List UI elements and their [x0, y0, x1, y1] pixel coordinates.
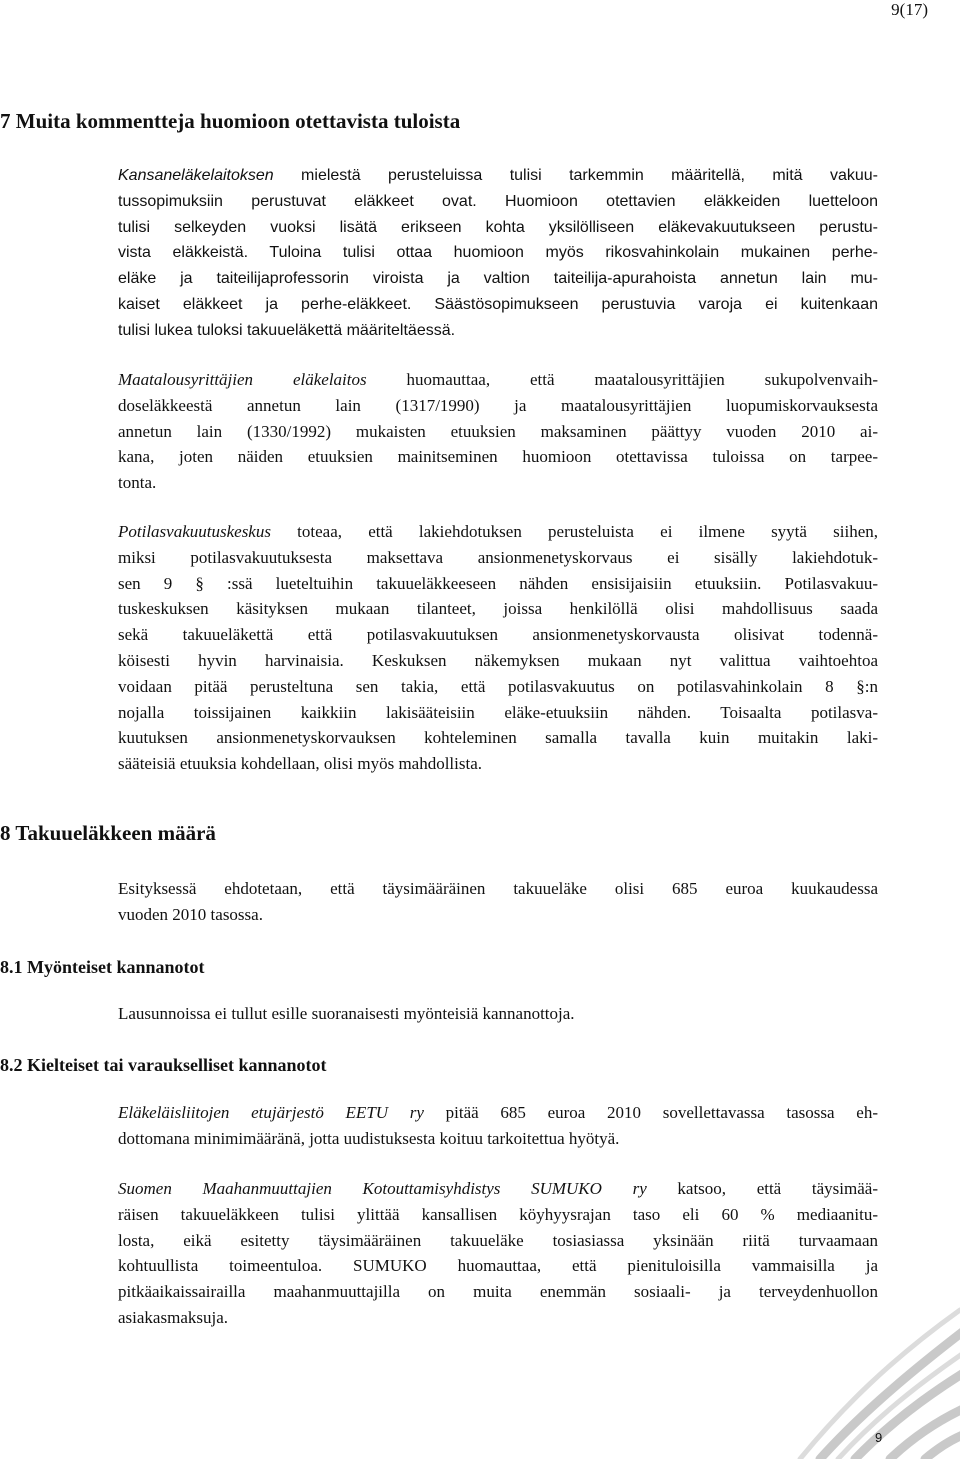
text-line: köisesti hyvin harvinaisia. Keskuksen näkemyksen mukaan nyt valittua vaihtoehtoa — [118, 650, 878, 670]
text-line: annetun lain (1330/1992) mukaisten etuuksien maksaminen päättyy vuoden 2010 ai- — [118, 421, 878, 441]
text-line: tuskeskuksen käsityksen mukaan tilanteet, joissa henkilöllä olisi mahdollisuus saada — [118, 599, 878, 619]
section-8-1-text — [118, 1001, 878, 1027]
section-8-intro — [118, 876, 878, 928]
org-name: Suomen Maahanmuuttajien Kotouttamisyhdistys SUMUKO ry — [118, 1179, 647, 1198]
text-line: losta, eikä esitetty täysimääräinen takuueläke tosiasiassa yksinään riitä turvaamaan — [118, 1230, 878, 1250]
text-line: Esityksessä ehdotetaan, että täysimääräinen takuueläke olisi 685 euroa kuukaudessa — [118, 879, 878, 898]
section-7-heading: 7 Muita kommentteja huomioon otettavista tuloista — [0, 109, 461, 133]
org-name: Maatalousyrittäjien eläkelaitos — [118, 370, 367, 389]
mela-paragraph — [118, 367, 878, 496]
text-line: tonta. — [118, 473, 157, 493]
text-line: pitää 685 euroa 2010 sovellettavassa tasossa eh- — [423, 1103, 878, 1122]
text-line: toteaa, että lakiehdotuksen perusteluista ei ilmene syytä siihen, — [270, 522, 878, 541]
eetu-paragraph — [118, 1100, 878, 1152]
section-8-heading: 8 Takuueläkkeen määrä — [0, 821, 216, 845]
text-line: tulisi lukea tuloksi takuueläkettä määriteltäessä. — [118, 321, 456, 339]
org-name: Kansaneläkelaitoksen — [118, 167, 274, 184]
org-name: Potilasvakuutuskeskus — [118, 522, 271, 541]
text-line: tulisi selkeyden vuoksi lisätä erikseen kohta yksilölliseen eläkevakuutukseen perustu- — [118, 218, 878, 236]
text-line: miksi potilasvakuutuksesta maksettava ansionmenetyskorvaus ei sisälly lakiehdotuk- — [118, 547, 878, 567]
text-line: sekä takuueläkettä että potilasvakuutuksen ansionmenetyskorvausta olisivat todennä- — [118, 625, 878, 645]
text-line: nojalla toissijainen kaikkiin lakisääteisiin eläke-etuuksiin nähden. Toisaalta potilasva- — [118, 702, 878, 722]
corner-watermark-icon — [760, 1300, 960, 1459]
text-line: räisen takuueläkkeen tulisi ylittää kansallisen köyhyysrajan taso eli 60 % mediaanitu- — [118, 1204, 878, 1224]
org-name: Eläkeläisliitojen etujärjestö EETU ry — [118, 1103, 424, 1122]
text-line: Lausunnoissa ei tullut esille suoranaisesti myönteisiä kannanottoja. — [118, 1004, 575, 1023]
text-line: doseläkkeestä annetun lain (1317/1990) ja maatalousyrittäjien luopumiskorvauksesta — [118, 395, 878, 415]
text-line: kohtuullista toimeentuloa. SUMUKO huomauttaa, että pienituloisilla vammaisilla ja — [118, 1256, 878, 1276]
section-8-2-heading: 8.2 Kielteiset tai varaukselliset kannanotot — [0, 1055, 327, 1075]
potilasvakuutuskeskus-paragraph — [118, 519, 878, 777]
text-line: tussopimuksiin perustuvat eläkkeet ovat. Huomioon otettavien eläkkeiden luetteloon — [118, 192, 878, 210]
text-line: dottomana minimimääränä, jotta uudistuksesta koituu tarkoitettua hyötyä. — [118, 1128, 620, 1148]
text-line: huomauttaa, että maatalousyrittäjien sukupolvenvaih- — [366, 370, 878, 389]
text-line: asiakasmaksuja. — [118, 1307, 228, 1327]
text-line: vista eläkkeistä. Tuloina tulisi ottaa huomioon myös rikosvahinkolain mukainen perhe- — [118, 244, 878, 262]
text-line: kaiset eläkkeet ja perhe-eläkkeet. Säästösopimukseen perustuvia varoja ei kuitenkaan — [118, 295, 878, 313]
text-line: kana, joten näiden etuuksien mainitseminen huomioon otettavissa tuloissa on tarpee- — [118, 447, 878, 467]
text-line: pitkäaikaissairailla maahanmuuttajilla on muita enemmän sosiaali- ja terveydenhuollon — [118, 1282, 878, 1302]
page-label: 9(17) — [891, 0, 928, 19]
section-8-1-heading: 8.1 Myönteiset kannanotot — [0, 957, 205, 977]
text-line: voidaan pitää perusteltuna sen takia, että potilasvakuutus on potilasvahinkolain 8 §:n — [118, 676, 878, 696]
footer-page-number: 9 — [875, 1430, 883, 1445]
text-line: katsoo, että täysimää- — [646, 1179, 878, 1198]
text-line: kuutuksen ansionmenetyskorvauksen kohteleminen samalla tavalla kuin muitakin laki- — [118, 728, 878, 748]
text-line: mielestä perusteluissa tulisi tarkemmin määritellä, mitä vakuu- — [273, 167, 878, 184]
text-line: sääteisiä etuuksia kohdellaan, olisi myös mahdollista. — [118, 754, 483, 774]
kela-paragraph — [118, 163, 878, 344]
text-line: eläke ja taiteilijaprofessorin viroista ja valtion taiteilija-apurahoista annetun lain mu- — [118, 270, 878, 288]
text-line: sen 9 § :ssä lueteltuihin takuueläkkeeseen nähden ensisijaisiin etuuksiin. Potilasvakuu- — [118, 573, 878, 593]
text-line: vuoden 2010 tasossa. — [118, 904, 263, 924]
